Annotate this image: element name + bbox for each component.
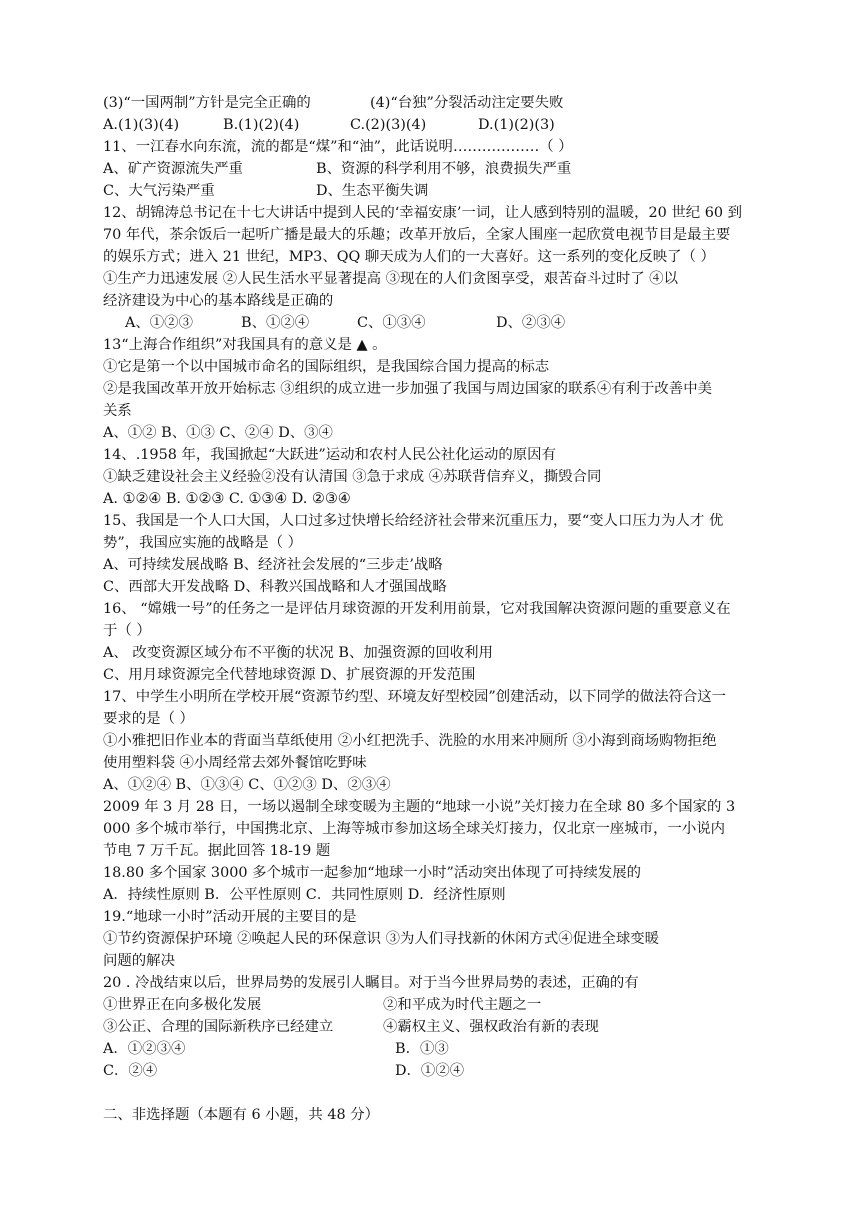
text-line bbox=[103, 158, 758, 180]
line-text: ①节约资源保护环境 ②唤起人民的环保意识 ③为人们寻找新的休闲方式④促进全球变暖 bbox=[103, 931, 659, 947]
text-line bbox=[103, 1060, 758, 1082]
text-line bbox=[103, 136, 758, 158]
text-line bbox=[103, 246, 758, 268]
line-text: 17、中学生小明所在学校开展“资源节约型、环境友好型校园”创建活动，以下同学的做法符合这一 bbox=[103, 689, 727, 705]
text-line bbox=[103, 686, 758, 708]
text-line bbox=[103, 1016, 758, 1038]
line-text: C、西部大开发战略 D、科教兴国战略和人才强国战略 bbox=[103, 579, 447, 595]
section-title: 二、非选择题（本题有 6 小题，共 48 分） bbox=[103, 1107, 380, 1123]
text-line bbox=[103, 664, 758, 686]
line-text: 11、一江春水向东流，流的都是“煤”和“油”，此话说明………………（ ） bbox=[103, 139, 573, 155]
text-line bbox=[103, 950, 758, 972]
line-text: 要求的是（ ） bbox=[103, 711, 194, 727]
line-text: ①缺乏建设社会主义经验②没有认清国 ③急于求成 ④苏联背信弃义，撕毁合同 bbox=[103, 469, 602, 485]
text-line bbox=[103, 642, 758, 664]
option-text: (4)“台独”分裂活动注定要失败 bbox=[370, 95, 564, 111]
text-line bbox=[103, 774, 758, 796]
text-line bbox=[103, 598, 758, 620]
text-line bbox=[103, 752, 758, 774]
text-line bbox=[103, 532, 758, 554]
option-text: B.(1)(2)(4) bbox=[223, 117, 300, 133]
option-text: (3)“一国两制”方针是完全正确的 bbox=[103, 95, 311, 111]
line-text: A、可持续发展战略 B、经济社会发展的“三步走’战略 bbox=[103, 557, 443, 573]
text-line bbox=[103, 708, 758, 730]
text-line bbox=[103, 972, 758, 994]
option-text: C.(2)(3)(4) bbox=[350, 117, 427, 133]
text-line bbox=[103, 422, 758, 444]
text-line bbox=[103, 730, 758, 752]
text-line bbox=[103, 818, 758, 840]
option-text: ①世界正在向多极化发展 bbox=[103, 997, 262, 1013]
line-text: A、①② B、①③ C、②④ D、③④ bbox=[103, 425, 333, 441]
text-line bbox=[103, 906, 758, 928]
option-text: A、①②③ bbox=[125, 315, 193, 331]
line-text: 关系 bbox=[103, 403, 132, 419]
text-line bbox=[103, 334, 758, 356]
line-text: 15、我国是一个人口大国，人口过多过快增长给经济社会带来沉重压力，要“变人口压力为人才 优 bbox=[103, 513, 724, 529]
line-text: ①小雅把旧作业本的背面当草纸使用 ②小红把洗手、洗脸的水用来冲厕所 ③小海到商场购物拒绝 bbox=[103, 733, 717, 749]
line-text: 2009 年 3 月 28 日，一场以遏制全球变暖为主题的“地球一小说”关灯接力在全球 80 多个国家的 3 bbox=[103, 799, 736, 815]
line-text: A．持续性原则 B．公平性原则 C．共同性原则 D．经济性原则 bbox=[103, 887, 506, 903]
text-line bbox=[103, 862, 758, 884]
line-text: 70 年代，茶余饭后一起听广播是最大的乐趣；改革开放后，全家人围座一起欣赏电视节目是最主要 bbox=[103, 227, 731, 243]
text-line bbox=[103, 994, 758, 1016]
line-text: 于（ ） bbox=[103, 623, 151, 639]
line-text: 13“上海合作组织”对我国具有的意义是 ▲ 。 bbox=[103, 337, 387, 353]
option-text: C、大气污染严重 bbox=[103, 183, 215, 199]
line-text: 000 多个城市举行，中国携北京、上海等城市参加这场全球关灯接力，仅北京一座城市，一小说内 bbox=[103, 821, 726, 837]
text-line bbox=[103, 268, 758, 290]
text-line bbox=[103, 576, 758, 598]
text-line bbox=[103, 356, 758, 378]
line-text: 经济建设为中心的基本路线是正确的 bbox=[103, 293, 334, 309]
line-text: A. ①②④ B. ①②③ C. ①③④ D. ②③④ bbox=[103, 491, 351, 507]
text-line bbox=[103, 180, 758, 202]
text-line bbox=[103, 92, 758, 114]
line-text: 14、.1958 年，我国掀起“大跃进”运动和农村人民公社化运动的原因有 bbox=[103, 447, 556, 463]
line-text: 的娱乐方式；进入 21 世纪，MP3、QQ 聊天成为人们的一大喜好。这一系列的变化反映了（ ） bbox=[103, 249, 715, 265]
text-line bbox=[103, 554, 758, 576]
option-text: D．①②④ bbox=[395, 1063, 465, 1079]
option-text: ③公正、合理的国际新秩序已经建立 bbox=[103, 1019, 334, 1035]
line-text: 20 . 冷战结束以后，世界局势的发展引人瞩目。对于当今世界局势的表述，正确的有 bbox=[103, 975, 639, 991]
exam-page bbox=[103, 92, 758, 1126]
line-text: 18.80 多个国家 3000 多个城市一起参加“地球一小时”活动突出体现了可持续发展的 bbox=[103, 865, 641, 881]
line-text: A、 改变资源区域分布不平衡的状况 B、加强资源的回收利用 bbox=[103, 645, 493, 661]
option-text: C．②④ bbox=[103, 1063, 158, 1079]
line-text: A、①②④ B、①③④ C、①②③ D、②③④ bbox=[103, 777, 391, 793]
text-line bbox=[103, 1038, 758, 1060]
line-text: 19.“地球一小时”活动开展的主要目的是 bbox=[103, 909, 357, 925]
option-text: C、①③④ bbox=[357, 315, 426, 331]
option-text: B、①②④ bbox=[241, 315, 310, 331]
text-line bbox=[103, 840, 758, 862]
text-line bbox=[103, 378, 758, 400]
line-text: 使用塑料袋 ④小周经常去郊外餐馆吃野味 bbox=[103, 755, 367, 771]
option-text: A．①②③④ bbox=[103, 1041, 186, 1057]
option-text: D、②③④ bbox=[496, 315, 566, 331]
text-line bbox=[103, 466, 758, 488]
line-text: ②是我国改革开放开始标志 ③组织的成立进一步加强了我国与周边国家的联系④有利于改善中美 bbox=[103, 381, 712, 397]
option-text: D、生态平衡失调 bbox=[316, 183, 429, 199]
text-line bbox=[103, 620, 758, 642]
text-line bbox=[103, 928, 758, 950]
line-text: C、用月球资源完全代替地球资源 D、扩展资源的开发范围 bbox=[103, 667, 476, 683]
text-line bbox=[103, 510, 758, 532]
text-line bbox=[103, 114, 758, 136]
text-line bbox=[103, 444, 758, 466]
line-text: 势”，我国应实施的战略是（ ） bbox=[103, 535, 303, 551]
text-line bbox=[103, 224, 758, 246]
option-text: ②和平成为时代主题之一 bbox=[383, 997, 542, 1013]
option-text: B．①③ bbox=[395, 1041, 449, 1057]
line-text: 问题的解决 bbox=[103, 953, 175, 969]
option-text: B、资源的科学利用不够，浪费损失严重 bbox=[316, 161, 572, 177]
line-text: 16、 “嫦娥一号”的任务之一是评估月球资源的开发利用前景，它对我国解决资源问题的重要意义在 bbox=[103, 601, 731, 617]
line-text: 节电 7 万千瓦。据此回答 18-19 题 bbox=[103, 843, 331, 859]
option-text: D.(1)(2)(3) bbox=[478, 117, 555, 133]
text-line bbox=[103, 290, 758, 312]
text-line bbox=[103, 488, 758, 510]
line-text: ①它是第一个以中国城市命名的国际组织，是我国综合国力提高的标志 bbox=[103, 359, 550, 375]
text-line bbox=[103, 400, 758, 422]
option-text: ④霸权主义、强权政治有新的表现 bbox=[383, 1019, 599, 1035]
text-line bbox=[103, 796, 758, 818]
spacer bbox=[103, 1082, 758, 1104]
line-text: 12、胡锦涛总书记在十七大讲话中提到人民的‘幸福安康’一词，让人感到特别的温暖，20 世纪 60 到 bbox=[103, 205, 743, 221]
option-text: A.(1)(3)(4) bbox=[103, 117, 180, 133]
option-text: A、矿产资源流失严重 bbox=[103, 161, 243, 177]
text-line bbox=[103, 884, 758, 906]
text-line bbox=[103, 202, 758, 224]
line-text: ①生产力迅速发展 ②人民生活水平显著提高 ③现在的人们贪图享受，艰苦奋斗过时了 ④以 bbox=[103, 271, 678, 287]
text-line bbox=[103, 312, 758, 334]
